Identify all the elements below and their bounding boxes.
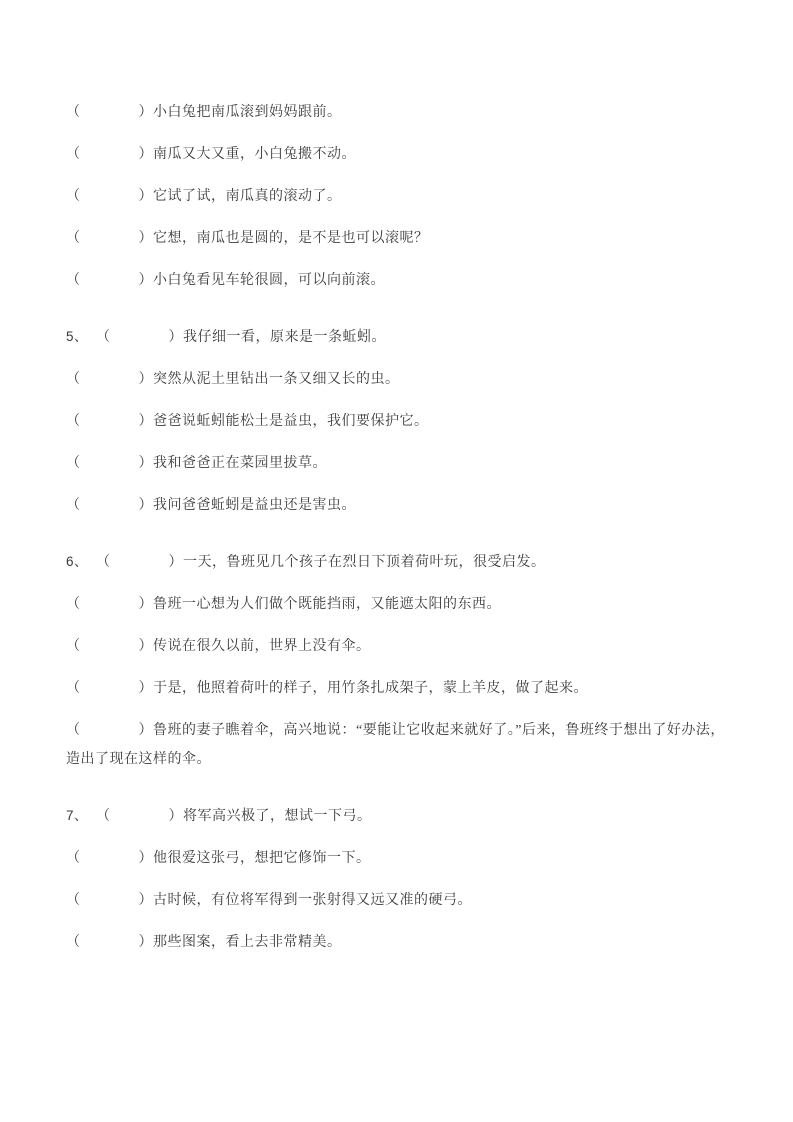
sentence-text: 它试了试，南瓜真的滚动了。 [153,189,342,204]
answer-blank [81,733,139,734]
answer-paren-open: （ [66,273,81,288]
answer-blank [111,565,169,566]
answer-paren-close: ） [138,723,153,738]
sentence-line [66,552,733,573]
answer-paren-open: （ [66,147,81,162]
answer-paren-open: （ [96,330,111,345]
sentence-line [66,891,733,911]
exercise-section-pumpkin [66,103,733,291]
answer-blank [81,199,139,200]
answer-paren-close: ） [138,189,153,204]
sentence-text: 小白兔把南瓜滚到妈妈跟前。 [153,105,342,120]
sentence-line [66,679,733,699]
sentence-text: 将军高兴极了，想试一下弓。 [183,809,372,824]
answer-paren-close: ） [138,639,153,654]
sentence-line [66,229,733,249]
item-number-label: 7、 [66,808,89,823]
sentence-line [66,370,733,390]
answer-blank [81,607,139,608]
answer-blank [111,819,169,820]
answer-blank [81,382,139,383]
answer-paren-open: （ [66,105,81,120]
answer-paren-open: （ [66,935,81,950]
answer-paren-open: （ [66,893,81,908]
sentence-line [66,496,733,516]
exercise-section-6 [66,552,733,770]
answer-blank [81,861,139,862]
answer-blank [81,903,139,904]
answer-blank [81,115,139,116]
sentence-text: 古时候，有位将军得到一张射得又远又准的硬弓。 [153,893,472,908]
sentence-text: 那些图案，看上去非常精美。 [153,935,342,950]
sentence-line [66,412,733,432]
sentence-line [66,637,733,657]
sentence-text: 小白兔看见车轮很圆，可以向前滚。 [153,273,385,288]
sentence-text: 一天，鲁班见几个孩子在烈日下顶着荷叶玩，很受启发。 [183,555,546,570]
sentence-text: 我问爸爸蚯蚓是益虫还是害虫。 [153,498,356,513]
answer-blank [111,340,169,341]
answer-paren-close: ） [168,809,183,824]
answer-paren-open: （ [66,231,81,246]
answer-blank [81,283,139,284]
answer-paren-close: ） [138,681,153,696]
answer-paren-close: ） [138,893,153,908]
worksheet-body [66,103,733,989]
answer-paren-open: （ [66,414,81,429]
sentence-text: 它想，南瓜也是圆的，是不是也可以滚呢？ [153,231,429,246]
sentence-line [66,454,733,474]
answer-paren-open: （ [66,456,81,471]
sentence-text: 鲁班的妻子瞧着伞，高兴地说：“要能让它收起来就好了。”后来，鲁班终于想出了好办法， [153,723,725,738]
answer-blank [81,691,139,692]
answer-paren-close: ） [138,105,153,120]
exercise-section-5 [66,327,733,516]
sentence-text: 爸爸说蚯蚓能松土是益虫，我们要保护它。 [153,414,429,429]
sentence-line [66,145,733,165]
answer-blank [81,508,139,509]
sentence-line [66,933,733,953]
sentence-text: 南瓜又大又重，小白兔搬不动。 [153,147,356,162]
sentence-text: 他很爱这张弓，想把它修饰一下。 [153,851,371,866]
answer-blank [81,241,139,242]
answer-paren-open: （ [66,597,81,612]
sentence-text: 于是，他照着荷叶的样子，用竹条扎成架子，蒙上羊皮，做了起来。 [153,681,588,696]
item-number-label: 6、 [66,554,89,569]
answer-paren-close: ） [168,330,183,345]
item-number-label: 5、 [66,329,89,344]
answer-paren-close: ） [138,935,153,950]
answer-paren-close: ） [138,456,153,471]
sentence-continuation-line: 造出了现在这样的伞。 [66,752,211,767]
answer-paren-close: ） [138,273,153,288]
answer-paren-open: （ [96,555,111,570]
answer-paren-open: （ [66,372,81,387]
sentence-line [66,187,733,207]
answer-paren-close: ） [138,372,153,387]
answer-blank [81,649,139,650]
sentence-line [66,806,733,827]
sentence-line [66,849,733,869]
sentence-text: 传说在很久以前，世界上没有伞。 [153,639,371,654]
answer-blank [81,466,139,467]
sentence-line [66,271,733,291]
sentence-text: 我仔细一看，原来是一条蚯蚓。 [183,330,386,345]
answer-paren-close: ） [138,597,153,612]
answer-paren-open: （ [66,639,81,654]
exercise-section-7 [66,806,733,953]
sentence-text: 我和爸爸正在菜园里拔草。 [153,456,327,471]
answer-paren-open: （ [66,681,81,696]
answer-blank [81,157,139,158]
answer-paren-close: ） [168,555,183,570]
answer-paren-open: （ [66,851,81,866]
answer-paren-open: （ [66,189,81,204]
sentence-line [66,721,733,741]
answer-blank [81,424,139,425]
sentence-line [66,103,733,123]
sentence-text: 突然从泥土里钻出一条又细又长的虫。 [153,372,400,387]
sentence-line [66,327,733,348]
sentence-text: 鲁班一心想为人们做个既能挡雨，又能遮太阳的东西。 [153,597,501,612]
answer-paren-close: ） [138,498,153,513]
answer-paren-close: ） [138,147,153,162]
answer-paren-open: （ [96,809,111,824]
sentence-line [66,595,733,615]
answer-paren-open: （ [66,723,81,738]
answer-paren-open: （ [66,498,81,513]
answer-paren-close: ） [138,231,153,246]
answer-paren-close: ） [138,851,153,866]
answer-blank [81,945,139,946]
answer-paren-close: ） [138,414,153,429]
